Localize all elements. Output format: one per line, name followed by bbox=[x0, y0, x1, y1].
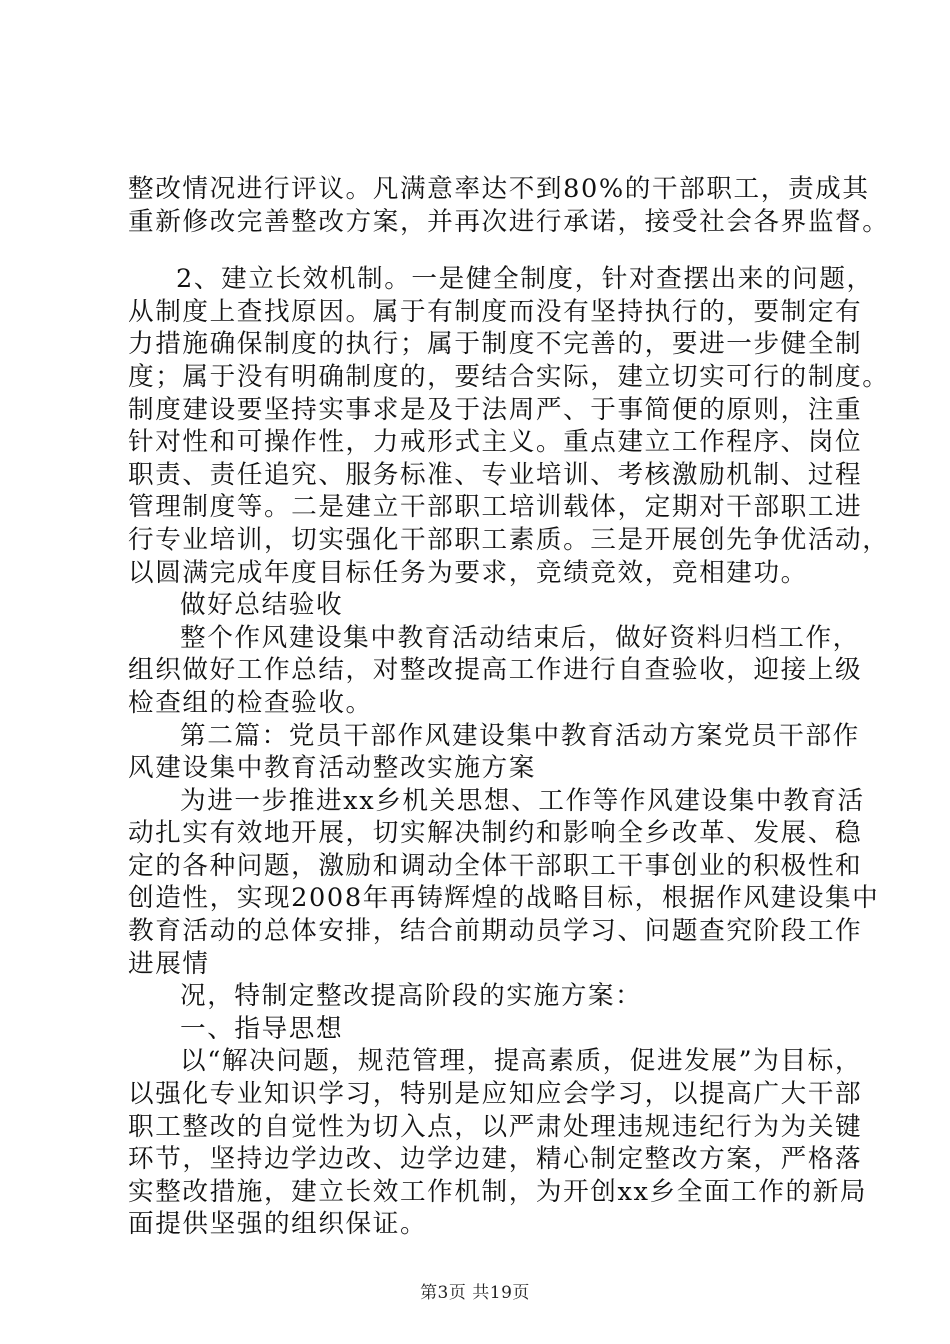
text-line: 2、建立长效机制。一是健全制度，针对查摆出来的问题， bbox=[176, 264, 874, 295]
paragraph-introduction-end bbox=[128, 980, 868, 1013]
text-line: 创造性，实现2008年再铸辉煌的战略目标，根据作风建设集中 bbox=[128, 883, 880, 914]
text-line: 动扎实有效地开展，切实解决制约和影响全乡改革、发展、稳 bbox=[128, 818, 863, 849]
text-line: 以“解决问题，规范管理，提高素质，促进发展”为目标， bbox=[180, 1046, 863, 1077]
paragraph-guiding-ideology bbox=[128, 1045, 868, 1241]
paragraph-gap bbox=[128, 238, 868, 263]
text-line: 第二篇：党员干部作风建设集中教育活动方案党员干部作 bbox=[180, 720, 860, 751]
text-line: 职工整改的自觉性为切入点，以严肃处理违规违纪行为为关键 bbox=[128, 1111, 863, 1142]
text-line: 风建设集中教育活动整改实施方案 bbox=[128, 753, 536, 784]
page-number: 第3页 共19页 bbox=[420, 1283, 530, 1303]
text-line: 为进一步推进xx乡机关思想、工作等作风建设集中教育活 bbox=[180, 785, 865, 816]
article-title bbox=[128, 720, 868, 785]
text-line: 检查组的检查验收。 bbox=[128, 687, 373, 718]
page-footer bbox=[0, 1278, 950, 1303]
text-line: 一、指导思想 bbox=[180, 1013, 344, 1044]
text-line: 教育活动的总体安排，结合前期动员学习、问题查究阶段工作 bbox=[128, 916, 863, 947]
text-line: 度；属于没有明确制度的，要结合实际，建立切实可行的制度。 bbox=[128, 361, 890, 392]
text-line: 环节，坚持边学边改、边学边建，精心制定整改方案，严格落 bbox=[128, 1144, 863, 1175]
text-line: 行专业培训，切实强化干部职工素质。三是开展创先争优活动， bbox=[128, 524, 890, 555]
text-line: 针对性和可操作性，力戒形式主义。重点建立工作程序、岗位 bbox=[128, 427, 863, 458]
paragraph-summary bbox=[128, 622, 868, 720]
text-line: 以强化专业知识学习，特别是应知应会学习，以提高广大干部 bbox=[128, 1079, 863, 1110]
text-line: 组织做好工作总结，对整改提高工作进行自查验收，迎接上级 bbox=[128, 655, 863, 686]
text-line: 进展情 bbox=[128, 948, 210, 979]
text-line: 做好总结验收 bbox=[180, 590, 344, 621]
text-line: 从制度上查找原因。属于有制度而没有坚持执行的，要制定有 bbox=[128, 296, 863, 327]
text-line: 整个作风建设集中教育活动结束后，做好资料归档工作， bbox=[180, 622, 860, 653]
text-line: 力措施确保制度的执行；属于制度不完善的，要进一步健全制 bbox=[128, 329, 863, 360]
text-line: 面提供坚强的组织保证。 bbox=[128, 1209, 428, 1240]
text-line: 制度建设要坚持实事求是及于法周严、于事简便的原则，注重 bbox=[128, 394, 863, 425]
text-line: 定的各种问题，激励和调动全体干部职工干事创业的积极性和 bbox=[128, 850, 863, 881]
text-line: 以圆满完成年度目标任务为要求，竞绩竞效，竞相建功。 bbox=[128, 557, 808, 588]
text-line: 重新修改完善整改方案，并再次进行承诺，接受社会各界监督。 bbox=[128, 206, 890, 237]
paragraph-continuation bbox=[128, 173, 890, 238]
text-line: 职责、责任追究、服务标准、专业培训、考核激励机制、过程 bbox=[128, 459, 863, 490]
text-line: 实整改措施，建立长效工作机制，为开创xx乡全面工作的新局 bbox=[128, 1176, 868, 1207]
document-body bbox=[128, 173, 890, 1241]
paragraph-introduction bbox=[128, 785, 880, 981]
section-heading-guiding-ideology bbox=[128, 1013, 868, 1046]
section-heading-summary bbox=[128, 589, 868, 622]
paragraph-long-term-mechanism bbox=[128, 263, 890, 589]
text-line: 整改情况进行评议。凡满意率达不到80%的干部职工，责成其 bbox=[128, 174, 870, 204]
text-line: 况，特制定整改提高阶段的实施方案： bbox=[180, 981, 643, 1012]
text-line: 管理制度等。二是建立干部职工培训载体，定期对干部职工进 bbox=[128, 492, 863, 523]
